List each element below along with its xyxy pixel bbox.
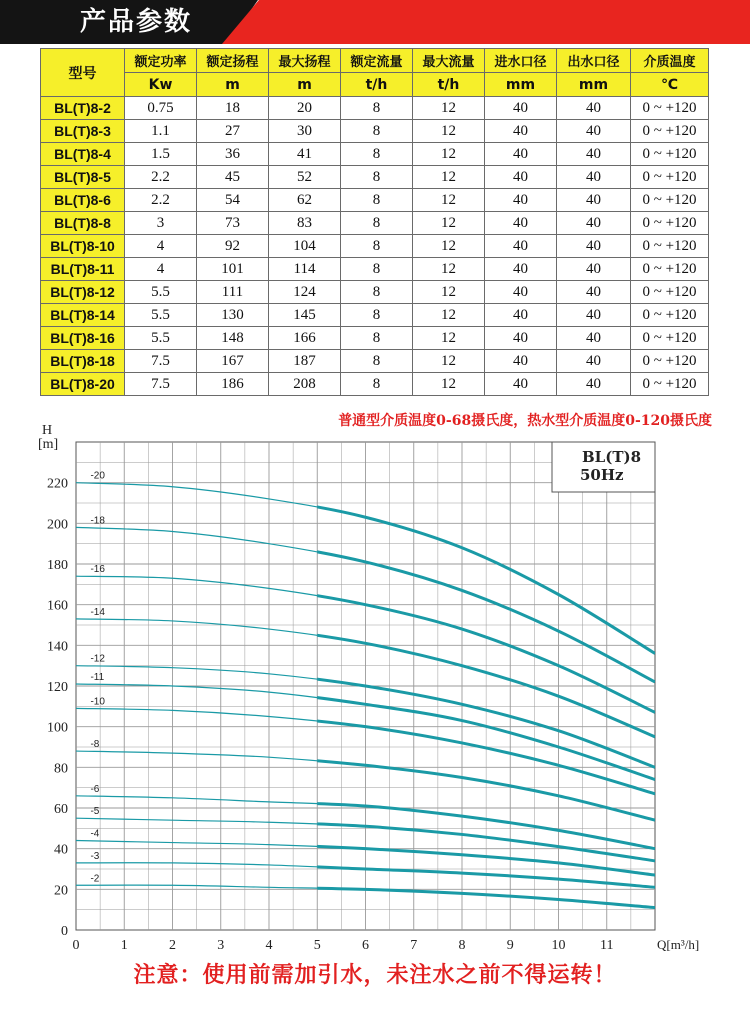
table-cell: 40 [557, 304, 631, 327]
curve-label: -14 [90, 606, 105, 618]
table-cell: 4 [125, 235, 197, 258]
table-cell: 40 [557, 281, 631, 304]
model-cell: BL(T)8-6 [41, 189, 125, 212]
model-cell: BL(T)8-11 [41, 258, 125, 281]
table-cell: 1.1 [125, 120, 197, 143]
table-row [41, 281, 709, 304]
table-cell: 167 [197, 350, 269, 373]
table-cell: 0 ~ +120 [631, 212, 709, 235]
y-tick-label: 20 [54, 883, 68, 899]
performance-curve-chart [0, 424, 750, 956]
table-cell: 92 [197, 235, 269, 258]
table-cell: 40 [485, 235, 557, 258]
table-cell: 7.5 [125, 350, 197, 373]
table-cell: 40 [557, 97, 631, 120]
table-cell: 4 [125, 258, 197, 281]
table-cell: 0 ~ +120 [631, 281, 709, 304]
table-cell: 18 [197, 97, 269, 120]
temperature-note: 普通型介质温度0-68摄氏度，热水型介质温度0-120摄氏度 [338, 413, 712, 429]
table-row [41, 97, 709, 120]
model-cell: BL(T)8-4 [41, 143, 125, 166]
table-cell: 12 [413, 97, 485, 120]
table-cell: 12 [413, 327, 485, 350]
table-cell: 12 [413, 120, 485, 143]
curve-label: -12 [90, 653, 105, 665]
table-cell: 40 [485, 166, 557, 189]
table-cell: 166 [269, 327, 341, 350]
table-cell: 114 [269, 258, 341, 281]
table-cell: 8 [341, 120, 413, 143]
table-cell: 5.5 [125, 304, 197, 327]
header-banner [0, 0, 750, 44]
table-cell: 8 [341, 373, 413, 396]
table-cell: 0 ~ +120 [631, 235, 709, 258]
x-tick-label: 6 [362, 938, 369, 953]
table-cell: 40 [557, 350, 631, 373]
table-cell: 40 [557, 235, 631, 258]
y-tick-label: 100 [47, 720, 68, 736]
curve-label: -11 [90, 671, 105, 683]
table-cell: 36 [197, 143, 269, 166]
table-cell: 40 [485, 304, 557, 327]
table-cell: 3 [125, 212, 197, 235]
table-cell: 12 [413, 258, 485, 281]
header-name: 额定功率 [125, 49, 197, 73]
table-cell: 111 [197, 281, 269, 304]
table-cell: 40 [485, 97, 557, 120]
header-name: 额定扬程 [197, 49, 269, 73]
table-cell: 73 [197, 212, 269, 235]
table-cell: 130 [197, 304, 269, 327]
table-row [41, 166, 709, 189]
table-row [41, 258, 709, 281]
y-tick-label: 160 [47, 598, 68, 614]
y-tick-label: 140 [47, 639, 68, 655]
table-cell: 2.2 [125, 189, 197, 212]
model-cell: BL(T)8-2 [41, 97, 125, 120]
curve-label: -2 [90, 873, 100, 885]
x-tick-label: 0 [72, 938, 80, 953]
table-cell: 40 [557, 120, 631, 143]
table-cell: 40 [485, 212, 557, 235]
table-cell: 40 [557, 212, 631, 235]
table-cell: 124 [269, 281, 341, 304]
table-row [41, 304, 709, 327]
table-row [41, 120, 709, 143]
y-axis-label: H [42, 424, 53, 438]
table-row [41, 235, 709, 258]
table-cell: 20 [269, 97, 341, 120]
model-cell: BL(T)8-12 [41, 281, 125, 304]
table-cell: 54 [197, 189, 269, 212]
table-cell: 12 [413, 189, 485, 212]
table-cell: 40 [485, 189, 557, 212]
table-cell: 0 ~ +120 [631, 350, 709, 373]
header-name: 介质温度 [631, 49, 709, 73]
model-cell: BL(T)8-8 [41, 212, 125, 235]
curve-label: -4 [90, 828, 100, 840]
table-cell: 83 [269, 212, 341, 235]
table-cell: 186 [197, 373, 269, 396]
table-cell: 8 [341, 258, 413, 281]
x-tick-label: 11 [600, 938, 614, 953]
table-cell: 30 [269, 120, 341, 143]
table-cell: 8 [341, 212, 413, 235]
y-tick-label: 60 [54, 802, 68, 817]
y-tick-label: 180 [47, 558, 68, 573]
table-cell: 12 [413, 304, 485, 327]
header-unit: mm [557, 73, 631, 97]
model-cell: BL(T)8-16 [41, 327, 125, 350]
curve-label: -6 [90, 783, 100, 795]
table-row [41, 189, 709, 212]
header-unit: m [197, 73, 269, 97]
x-tick-label: 1 [120, 938, 128, 953]
table-cell: 12 [413, 373, 485, 396]
table-cell: 27 [197, 120, 269, 143]
model-cell: BL(T)8-3 [41, 120, 125, 143]
table-cell: 8 [341, 281, 413, 304]
table-cell: 40 [485, 258, 557, 281]
header-name: 进水口径 [485, 49, 557, 73]
x-tick-label: 8 [458, 938, 466, 953]
table-cell: 40 [557, 166, 631, 189]
table-cell: 12 [413, 350, 485, 373]
table-row [41, 373, 709, 396]
header-model: 型号 [41, 49, 125, 97]
banner-red-shape [222, 0, 750, 44]
table-cell: 40 [557, 258, 631, 281]
y-tick-label: 0 [61, 924, 68, 939]
y-tick-label: 40 [54, 842, 68, 858]
table-cell: 1.5 [125, 143, 197, 166]
x-tick-label: 2 [169, 938, 176, 953]
y-axis-unit: [m] [38, 437, 59, 452]
table-cell: 8 [341, 189, 413, 212]
header-row-names [41, 49, 709, 73]
table-cell: 62 [269, 189, 341, 212]
table-cell: 40 [485, 143, 557, 166]
table-cell: 40 [485, 327, 557, 350]
table-cell: 12 [413, 235, 485, 258]
curve-label: -18 [90, 515, 105, 527]
x-tick-label: 4 [265, 938, 273, 953]
curve-label: -8 [90, 739, 100, 751]
chart-subtitle: 50Hz [580, 466, 624, 484]
table-cell: 12 [413, 281, 485, 304]
table-cell: 12 [413, 212, 485, 235]
table-cell: 0 ~ +120 [631, 120, 709, 143]
table-cell: 0 ~ +120 [631, 97, 709, 120]
table-row [41, 327, 709, 350]
header-name: 最大流量 [413, 49, 485, 73]
table-cell: 40 [557, 327, 631, 350]
table-cell: 0 ~ +120 [631, 373, 709, 396]
table-cell: 8 [341, 327, 413, 350]
table-cell: 40 [557, 189, 631, 212]
table-cell: 40 [557, 143, 631, 166]
table-cell: 0 ~ +120 [631, 327, 709, 350]
header-name: 额定流量 [341, 49, 413, 73]
spec-table [40, 48, 709, 396]
x-tick-label: 10 [551, 938, 566, 953]
table-cell: 101 [197, 258, 269, 281]
table-cell: 148 [197, 327, 269, 350]
x-tick-label: 3 [217, 938, 225, 953]
curve-label: -3 [90, 850, 100, 862]
chart-title: BL(T)8 [582, 448, 642, 466]
table-cell: 187 [269, 350, 341, 373]
y-tick-label: 120 [47, 680, 68, 695]
table-cell: 0 ~ +120 [631, 189, 709, 212]
table-cell: 12 [413, 143, 485, 166]
table-row [41, 212, 709, 235]
table-cell: 12 [413, 166, 485, 189]
model-cell: BL(T)8-14 [41, 304, 125, 327]
table-cell: 8 [341, 97, 413, 120]
header-unit: mm [485, 73, 557, 97]
warning-text: 注意：使用前需加引水，未注水之前不得运转！ [133, 962, 617, 988]
table-cell: 8 [341, 143, 413, 166]
curve-label: -20 [90, 470, 105, 482]
spec-table-body [41, 97, 709, 396]
table-cell: 0 ~ +120 [631, 143, 709, 166]
table-cell: 0.75 [125, 97, 197, 120]
table-cell: 7.5 [125, 373, 197, 396]
table-cell: 208 [269, 373, 341, 396]
y-tick-label: 80 [54, 761, 68, 777]
header-unit: t/h [413, 73, 485, 97]
table-cell: 145 [269, 304, 341, 327]
table-cell: 5.5 [125, 281, 197, 304]
header-name: 出水口径 [557, 49, 631, 73]
table-cell: 45 [197, 166, 269, 189]
table-cell: 0 ~ +120 [631, 304, 709, 327]
header-unit: Kw [125, 73, 197, 97]
table-cell: 52 [269, 166, 341, 189]
y-tick-label: 220 [47, 476, 68, 492]
table-row [41, 143, 709, 166]
table-cell: 8 [341, 304, 413, 327]
table-cell: 40 [485, 350, 557, 373]
table-cell: 8 [341, 235, 413, 258]
table-cell: 0 ~ +120 [631, 258, 709, 281]
table-cell: 104 [269, 235, 341, 258]
x-tick-label: 5 [313, 938, 321, 953]
table-row [41, 350, 709, 373]
table-cell: 8 [341, 350, 413, 373]
model-cell: BL(T)8-20 [41, 373, 125, 396]
header-name: 最大扬程 [269, 49, 341, 73]
curve-label: -10 [90, 696, 105, 708]
model-cell: BL(T)8-10 [41, 235, 125, 258]
table-cell: 2.2 [125, 166, 197, 189]
x-tick-label: 9 [506, 938, 514, 953]
header-unit: t/h [341, 73, 413, 97]
header-unit: ℃ [631, 73, 709, 97]
table-cell: 8 [341, 166, 413, 189]
model-cell: BL(T)8-18 [41, 350, 125, 373]
table-cell: 40 [557, 373, 631, 396]
table-cell: 41 [269, 143, 341, 166]
header-row-units [41, 73, 709, 97]
header-unit: m [269, 73, 341, 97]
table-cell: 0 ~ +120 [631, 166, 709, 189]
table-cell: 40 [485, 120, 557, 143]
table-cell: 40 [485, 281, 557, 304]
y-tick-label: 200 [47, 517, 68, 533]
curve-label: -16 [90, 564, 105, 576]
curve-label: -5 [90, 806, 100, 818]
model-cell: BL(T)8-5 [41, 166, 125, 189]
table-cell: 40 [485, 373, 557, 396]
x-axis-label: Q[m³/h] [657, 937, 700, 952]
table-cell: 5.5 [125, 327, 197, 350]
banner-title: 产品参数 [80, 7, 193, 37]
x-tick-label: 7 [410, 938, 418, 953]
